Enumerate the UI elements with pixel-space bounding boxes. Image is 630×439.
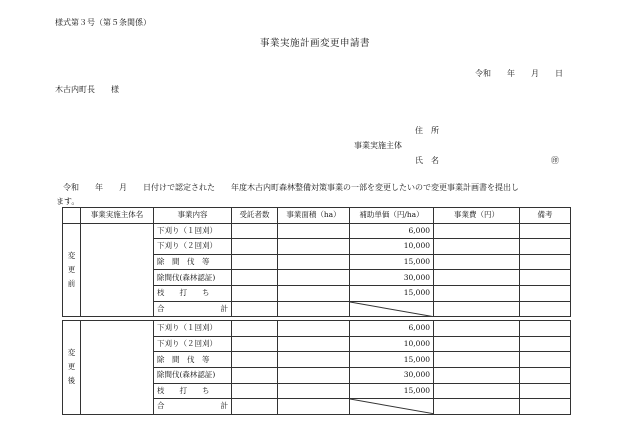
unit-price-diagonal-cell xyxy=(350,399,434,415)
addressee: 木古内町長 様 xyxy=(55,85,119,94)
unit-price-cell: 15,000 xyxy=(350,285,434,301)
content-cell: 除 間 伐 等 xyxy=(154,352,232,368)
table-row xyxy=(63,223,571,239)
unit-price-cell: 10,000 xyxy=(350,336,434,352)
contractors-cell xyxy=(232,336,278,352)
content-cell: 下刈り（１回刈） xyxy=(154,321,232,337)
remarks-cell xyxy=(520,254,571,270)
header-cell-entity: 事業実施主体名 xyxy=(81,208,154,224)
diagonal-slash xyxy=(350,302,433,317)
header-cell-area: 事業面積（ha） xyxy=(278,208,350,224)
cost-cell xyxy=(434,336,520,352)
body-text-line-2: ます。 xyxy=(56,197,80,206)
diagonal-slash xyxy=(350,399,433,414)
unit-price-cell: 6,000 xyxy=(350,321,434,337)
cost-cell xyxy=(434,367,520,383)
area-cell xyxy=(278,321,350,337)
total-label: 合 計 xyxy=(154,301,232,317)
contractors-cell xyxy=(232,399,278,415)
cost-cell xyxy=(434,321,520,337)
contractors-cell xyxy=(232,383,278,399)
unit-price-cell: 6,000 xyxy=(350,223,434,239)
unit-price-cell: 10,000 xyxy=(350,239,434,255)
contractors-cell xyxy=(232,352,278,368)
cost-cell xyxy=(434,223,520,239)
content-cell: 除間伐(森林認証) xyxy=(154,270,232,286)
unit-price-cell: 15,000 xyxy=(350,254,434,270)
remarks-cell xyxy=(520,270,571,286)
form-number: 様式第３号（第５条関係） xyxy=(55,18,151,27)
contractors-cell xyxy=(232,301,278,317)
header-cell-remarks: 備考 xyxy=(520,208,571,224)
unit-price-diagonal-cell xyxy=(350,301,434,317)
table-row xyxy=(63,321,571,337)
after-change-label: 変 更 後 xyxy=(63,321,81,415)
header-cell-content: 事業内容 xyxy=(154,208,232,224)
plan-table xyxy=(62,207,571,415)
unit-price-cell: 15,000 xyxy=(350,352,434,368)
remarks-cell xyxy=(520,285,571,301)
address-label: 住 所 xyxy=(415,126,439,135)
area-cell xyxy=(278,223,350,239)
before-change-label: 変 更 前 xyxy=(63,223,81,317)
content-cell: 下刈り（１回刈） xyxy=(154,223,232,239)
area-cell xyxy=(278,399,350,415)
entity-name-cell xyxy=(81,321,154,415)
area-cell xyxy=(278,336,350,352)
cost-cell xyxy=(434,285,520,301)
remarks-cell xyxy=(520,352,571,368)
cost-cell xyxy=(434,254,520,270)
cost-cell xyxy=(434,352,520,368)
contractors-cell xyxy=(232,367,278,383)
area-cell xyxy=(278,254,350,270)
area-cell xyxy=(278,367,350,383)
before-change-section xyxy=(63,223,571,317)
area-cell xyxy=(278,239,350,255)
unit-price-cell: 30,000 xyxy=(350,270,434,286)
contractors-cell xyxy=(232,270,278,286)
content-cell: 除 間 伐 等 xyxy=(154,254,232,270)
cost-cell xyxy=(434,383,520,399)
remarks-cell xyxy=(520,383,571,399)
remarks-cell xyxy=(520,399,571,415)
remarks-cell xyxy=(520,239,571,255)
remarks-cell xyxy=(520,336,571,352)
total-label: 合 計 xyxy=(154,399,232,415)
contractors-cell xyxy=(232,321,278,337)
content-cell: 除間伐(森林認証) xyxy=(154,367,232,383)
unit-price-cell: 30,000 xyxy=(350,367,434,383)
cost-cell xyxy=(434,399,520,415)
remarks-cell xyxy=(520,223,571,239)
seal-mark: ㊞ xyxy=(551,156,559,165)
area-cell xyxy=(278,270,350,286)
contractors-cell xyxy=(232,285,278,301)
content-cell: 下刈り（２回刈） xyxy=(154,336,232,352)
remarks-cell xyxy=(520,321,571,337)
document-title: 事業実施計画変更申請書 xyxy=(259,38,370,49)
area-cell xyxy=(278,301,350,317)
remarks-cell xyxy=(520,367,571,383)
area-cell xyxy=(278,383,350,399)
cost-cell xyxy=(434,270,520,286)
content-cell: 下刈り（２回刈） xyxy=(154,239,232,255)
body-text-line-1: 令和 年 月 日付けで認定された 年度木古内町森林整備対策事業の一部を変更したいので変更事業計画書を提出し xyxy=(63,183,519,192)
contractors-cell xyxy=(232,239,278,255)
header-cell-group xyxy=(63,208,81,224)
remarks-cell xyxy=(520,301,571,317)
name-label: 氏 名 xyxy=(415,156,439,165)
content-cell: 枝 打 ち xyxy=(154,285,232,301)
area-cell xyxy=(278,285,350,301)
entity-name-cell xyxy=(81,223,154,317)
unit-price-cell: 15,000 xyxy=(350,383,434,399)
date-line: 令和 年 月 日 xyxy=(475,69,563,78)
applicant-entity-label: 事業実施主体 xyxy=(354,141,402,150)
table-header-row xyxy=(63,208,571,224)
area-cell xyxy=(278,352,350,368)
after-change-section xyxy=(63,321,571,415)
header-cell-contractors: 受託者数 xyxy=(232,208,278,224)
cost-cell xyxy=(434,301,520,317)
contractors-cell xyxy=(232,254,278,270)
header-cell-cost: 事業費（円） xyxy=(434,208,520,224)
contractors-cell xyxy=(232,223,278,239)
cost-cell xyxy=(434,239,520,255)
content-cell: 枝 打 ち xyxy=(154,383,232,399)
header-cell-unit-price: 補助単価（円/ha） xyxy=(350,208,434,224)
